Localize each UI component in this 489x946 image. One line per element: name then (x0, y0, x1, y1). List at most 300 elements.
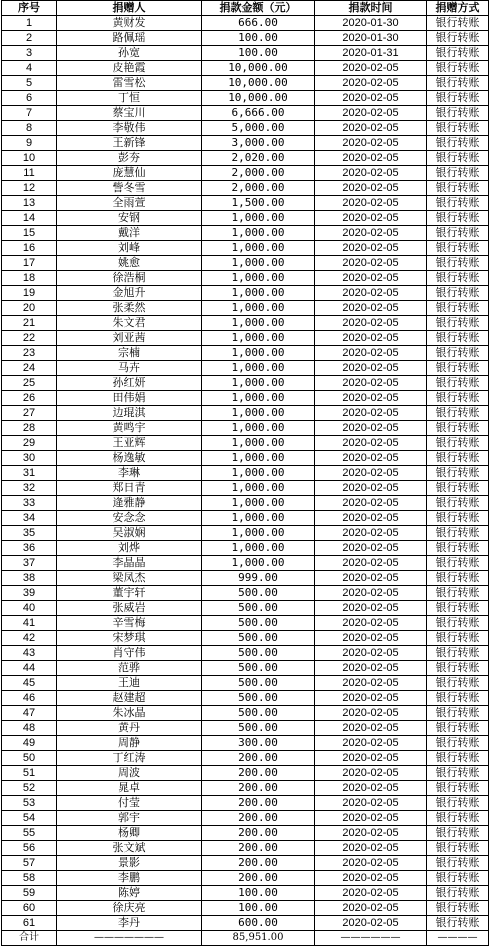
table-row (2, 241, 489, 256)
cell-amount: 1,000.00 (202, 256, 315, 271)
cell-donor: 皮艳霞 (57, 61, 202, 76)
cell-method: 银行转账 (427, 766, 489, 781)
cell-no: 60 (2, 901, 57, 916)
cell-method: 银行转账 (427, 616, 489, 631)
cell-time: 2020-02-05 (315, 436, 427, 451)
cell-no: 11 (2, 166, 57, 181)
table-row (2, 556, 489, 571)
table-row (2, 121, 489, 136)
cell-donor: 郭宇 (57, 811, 202, 826)
cell-method: 银行转账 (427, 631, 489, 646)
cell-amount: 200.00 (202, 856, 315, 871)
cell-amount: 1,000.00 (202, 436, 315, 451)
cell-method: 银行转账 (427, 256, 489, 271)
cell-amount: 500.00 (202, 691, 315, 706)
cell-no: 28 (2, 421, 57, 436)
table-row (2, 106, 489, 121)
cell-time: 2020-02-05 (315, 511, 427, 526)
cell-no: 14 (2, 211, 57, 226)
cell-donor: 宗楠 (57, 346, 202, 361)
cell-donor: 田伟娟 (57, 391, 202, 406)
cell-no: 27 (2, 406, 57, 421)
cell-donor: 王新锋 (57, 136, 202, 151)
cell-amount: 666.00 (202, 16, 315, 31)
cell-method: 银行转账 (427, 181, 489, 196)
cell-donor: 丁恒 (57, 91, 202, 106)
cell-no: 23 (2, 346, 57, 361)
cell-donor: 訾冬雪 (57, 181, 202, 196)
cell-donor: 马卉 (57, 361, 202, 376)
cell-no: 4 (2, 61, 57, 76)
cell-time: 2020-02-05 (315, 271, 427, 286)
cell-time: 2020-02-05 (315, 376, 427, 391)
cell-donor: 周静 (57, 736, 202, 751)
cell-time: 2020-02-05 (315, 781, 427, 796)
cell-method: 银行转账 (427, 646, 489, 661)
cell-amount: 1,000.00 (202, 376, 315, 391)
cell-time: 2020-02-05 (315, 811, 427, 826)
table-row (2, 46, 489, 61)
cell-no: 48 (2, 721, 57, 736)
cell-no: 41 (2, 616, 57, 631)
cell-time: 2020-02-05 (315, 496, 427, 511)
table-row (2, 511, 489, 526)
cell-donor: 李敬伟 (57, 121, 202, 136)
cell-no: 42 (2, 631, 57, 646)
cell-amount: 500.00 (202, 616, 315, 631)
cell-amount: 200.00 (202, 766, 315, 781)
cell-method: 银行转账 (427, 196, 489, 211)
cell-method: 银行转账 (427, 136, 489, 151)
cell-method: 银行转账 (427, 436, 489, 451)
cell-amount: 100.00 (202, 901, 315, 916)
cell-amount: 1,000.00 (202, 331, 315, 346)
cell-method: 银行转账 (427, 526, 489, 541)
cell-method: 银行转账 (427, 316, 489, 331)
cell-amount: 500.00 (202, 586, 315, 601)
cell-amount: 300.00 (202, 736, 315, 751)
cell-no: 32 (2, 481, 57, 496)
header-no: 序号 (2, 1, 57, 16)
cell-no: 2 (2, 31, 57, 46)
table-row (2, 901, 489, 916)
cell-amount: 1,000.00 (202, 241, 315, 256)
cell-donor: 宋梦琪 (57, 631, 202, 646)
cell-amount: 1,000.00 (202, 271, 315, 286)
cell-method: 银行转账 (427, 661, 489, 676)
cell-amount: 500.00 (202, 676, 315, 691)
cell-time: 2020-02-05 (315, 331, 427, 346)
cell-donor: 金旭升 (57, 286, 202, 301)
cell-method: 银行转账 (427, 721, 489, 736)
cell-amount: 2,000.00 (202, 181, 315, 196)
table-row (2, 916, 489, 931)
cell-no: 56 (2, 841, 57, 856)
cell-donor: 刘烨 (57, 541, 202, 556)
cell-amount: 1,000.00 (202, 466, 315, 481)
cell-method: 银行转账 (427, 361, 489, 376)
cell-method: 银行转账 (427, 106, 489, 121)
table-row (2, 721, 489, 736)
cell-no: 50 (2, 751, 57, 766)
table-row (2, 271, 489, 286)
cell-donor: 孙红妍 (57, 376, 202, 391)
table-row (2, 706, 489, 721)
cell-method: 银行转账 (427, 676, 489, 691)
table-row (2, 391, 489, 406)
cell-amount: 1,000.00 (202, 451, 315, 466)
table-row (2, 496, 489, 511)
cell-time: 2020-02-05 (315, 286, 427, 301)
table-row (2, 661, 489, 676)
cell-time: 2020-02-05 (315, 901, 427, 916)
cell-no: 33 (2, 496, 57, 511)
table-row (2, 226, 489, 241)
cell-donor: 周波 (57, 766, 202, 781)
header-amount: 捐款金额（元） (202, 1, 315, 16)
cell-time: 2020-02-05 (315, 646, 427, 661)
cell-method: 银行转账 (427, 76, 489, 91)
cell-method: 银行转账 (427, 811, 489, 826)
cell-donor: 陈婷 (57, 886, 202, 901)
table-row (2, 436, 489, 451)
cell-method: 银行转账 (427, 376, 489, 391)
cell-method: 银行转账 (427, 391, 489, 406)
table-row (2, 151, 489, 166)
header-method: 捐赠方式 (427, 1, 489, 16)
cell-no: 38 (2, 571, 57, 586)
table-row (2, 361, 489, 376)
cell-time: 2020-02-05 (315, 766, 427, 781)
cell-no: 35 (2, 526, 57, 541)
cell-donor: 张威岩 (57, 601, 202, 616)
cell-method: 银行转账 (427, 706, 489, 721)
cell-donor: 肖守伟 (57, 646, 202, 661)
cell-amount: 1,000.00 (202, 226, 315, 241)
cell-method: 银行转账 (427, 451, 489, 466)
cell-donor: 全雨萱 (57, 196, 202, 211)
cell-time: 2020-01-30 (315, 16, 427, 31)
table-row (2, 826, 489, 841)
cell-method: 银行转账 (427, 796, 489, 811)
cell-method: 银行转账 (427, 121, 489, 136)
table-row (2, 286, 489, 301)
cell-time: 2020-02-05 (315, 76, 427, 91)
cell-amount: 600.00 (202, 916, 315, 931)
cell-time: 2020-02-05 (315, 106, 427, 121)
cell-amount: 1,000.00 (202, 406, 315, 421)
table-row (2, 196, 489, 211)
cell-donor: 张文斌 (57, 841, 202, 856)
table-row (2, 586, 489, 601)
cell-donor: 安钢 (57, 211, 202, 226)
header-row (2, 1, 489, 16)
cell-no: 18 (2, 271, 57, 286)
cell-method: 银行转账 (427, 856, 489, 871)
cell-time: 2020-02-05 (315, 601, 427, 616)
cell-donor: 黄财发 (57, 16, 202, 31)
cell-amount: 1,000.00 (202, 556, 315, 571)
table-row (2, 76, 489, 91)
cell-time: 2020-01-31 (315, 46, 427, 61)
cell-donor: 孙宽 (57, 46, 202, 61)
cell-time: 2020-02-05 (315, 451, 427, 466)
cell-time: 2020-02-05 (315, 871, 427, 886)
cell-donor: 边琨淇 (57, 406, 202, 421)
table-row (2, 766, 489, 781)
cell-amount: 2,000.00 (202, 166, 315, 181)
cell-donor: 朱文君 (57, 316, 202, 331)
cell-no: 34 (2, 511, 57, 526)
cell-method: 银行转账 (427, 406, 489, 421)
cell-time: 2020-02-05 (315, 856, 427, 871)
cell-amount: 1,500.00 (202, 196, 315, 211)
cell-time: 2020-02-05 (315, 421, 427, 436)
table-row (2, 346, 489, 361)
cell-method: 银行转账 (427, 271, 489, 286)
cell-no: 8 (2, 121, 57, 136)
cell-amount: 500.00 (202, 721, 315, 736)
cell-method: 银行转账 (427, 496, 489, 511)
cell-donor: 范骅 (57, 661, 202, 676)
cell-time: 2020-02-05 (315, 346, 427, 361)
cell-donor: 朱冰晶 (57, 706, 202, 721)
cell-method: 银行转账 (427, 916, 489, 931)
cell-no: 52 (2, 781, 57, 796)
cell-time: 2020-02-05 (315, 796, 427, 811)
table-row (2, 301, 489, 316)
cell-amount: 200.00 (202, 751, 315, 766)
cell-time: 2020-02-05 (315, 121, 427, 136)
cell-amount: 1,000.00 (202, 421, 315, 436)
cell-time: 2020-02-05 (315, 481, 427, 496)
cell-no: 55 (2, 826, 57, 841)
cell-amount: 10,000.00 (202, 61, 315, 76)
cell-time: 2020-02-05 (315, 181, 427, 196)
cell-time: 2020-02-05 (315, 721, 427, 736)
cell-no: 12 (2, 181, 57, 196)
cell-no: 54 (2, 811, 57, 826)
table-row (2, 841, 489, 856)
cell-time: 2020-02-05 (315, 196, 427, 211)
cell-donor: 徐庆亮 (57, 901, 202, 916)
table-row (2, 616, 489, 631)
table-row (2, 316, 489, 331)
cell-time: 2020-02-05 (315, 406, 427, 421)
table-row (2, 871, 489, 886)
table-row (2, 796, 489, 811)
cell-method: 银行转账 (427, 871, 489, 886)
cell-method: 银行转账 (427, 691, 489, 706)
table-row (2, 646, 489, 661)
cell-amount: 1,000.00 (202, 391, 315, 406)
total-donor-dash: ——————— (57, 931, 202, 946)
cell-method: 银行转账 (427, 166, 489, 181)
cell-method: 银行转账 (427, 61, 489, 76)
cell-donor: 徐浩桐 (57, 271, 202, 286)
total-row (2, 931, 489, 946)
cell-time: 2020-02-05 (315, 256, 427, 271)
cell-amount: 1,000.00 (202, 316, 315, 331)
cell-no: 36 (2, 541, 57, 556)
cell-donor: 董宇轩 (57, 586, 202, 601)
cell-donor: 杨卿 (57, 826, 202, 841)
cell-time: 2020-02-05 (315, 841, 427, 856)
cell-amount: 200.00 (202, 826, 315, 841)
table-row (2, 211, 489, 226)
cell-donor: 王迪 (57, 676, 202, 691)
cell-donor: 黄鸣宇 (57, 421, 202, 436)
cell-amount: 1,000.00 (202, 361, 315, 376)
table-row (2, 31, 489, 46)
cell-no: 26 (2, 391, 57, 406)
total-method-dash: ———— (427, 931, 489, 946)
cell-donor: 李琳 (57, 466, 202, 481)
cell-donor: 张柔然 (57, 301, 202, 316)
table-row (2, 676, 489, 691)
cell-method: 银行转账 (427, 151, 489, 166)
cell-donor: 姚愈 (57, 256, 202, 271)
table-row (2, 406, 489, 421)
table-row (2, 376, 489, 391)
cell-method: 银行转账 (427, 826, 489, 841)
cell-amount: 1,000.00 (202, 496, 315, 511)
cell-method: 银行转账 (427, 751, 489, 766)
cell-method: 银行转账 (427, 511, 489, 526)
cell-method: 银行转账 (427, 301, 489, 316)
cell-no: 58 (2, 871, 57, 886)
cell-amount: 2,020.00 (202, 151, 315, 166)
cell-amount: 200.00 (202, 841, 315, 856)
cell-time: 2020-02-05 (315, 691, 427, 706)
cell-donor: 辛雪梅 (57, 616, 202, 631)
cell-method: 银行转账 (427, 556, 489, 571)
cell-time: 2020-02-05 (315, 586, 427, 601)
cell-time: 2020-02-05 (315, 826, 427, 841)
total-label: 合计 (2, 931, 57, 946)
cell-no: 45 (2, 676, 57, 691)
cell-method: 银行转账 (427, 541, 489, 556)
cell-donor: 景影 (57, 856, 202, 871)
cell-amount: 200.00 (202, 871, 315, 886)
cell-amount: 1,000.00 (202, 526, 315, 541)
table-row (2, 781, 489, 796)
cell-amount: 1,000.00 (202, 511, 315, 526)
cell-no: 15 (2, 226, 57, 241)
cell-amount: 1,000.00 (202, 346, 315, 361)
cell-method: 银行转账 (427, 601, 489, 616)
cell-time: 2020-02-05 (315, 166, 427, 181)
cell-time: 2020-02-05 (315, 751, 427, 766)
cell-donor: 黄丹 (57, 721, 202, 736)
cell-amount: 1,000.00 (202, 211, 315, 226)
cell-amount: 500.00 (202, 601, 315, 616)
cell-donor: 雷雪松 (57, 76, 202, 91)
table-body (2, 16, 489, 931)
header-donor: 捐赠人 (57, 1, 202, 16)
cell-time: 2020-02-05 (315, 736, 427, 751)
cell-no: 7 (2, 106, 57, 121)
cell-donor: 路佩瑶 (57, 31, 202, 46)
cell-time: 2020-02-05 (315, 676, 427, 691)
cell-donor: 安念念 (57, 511, 202, 526)
cell-donor: 逄雅静 (57, 496, 202, 511)
cell-time: 2020-02-05 (315, 571, 427, 586)
cell-method: 银行转账 (427, 841, 489, 856)
cell-no: 49 (2, 736, 57, 751)
cell-amount: 200.00 (202, 811, 315, 826)
table-row (2, 541, 489, 556)
cell-donor: 付莹 (57, 796, 202, 811)
table-row (2, 886, 489, 901)
cell-amount: 200.00 (202, 796, 315, 811)
table-row (2, 856, 489, 871)
cell-amount: 6,666.00 (202, 106, 315, 121)
cell-time: 2020-02-05 (315, 91, 427, 106)
table-row (2, 526, 489, 541)
cell-no: 47 (2, 706, 57, 721)
cell-method: 银行转账 (427, 901, 489, 916)
cell-no: 17 (2, 256, 57, 271)
cell-method: 银行转账 (427, 736, 489, 751)
table-row (2, 451, 489, 466)
cell-donor: 李晶晶 (57, 556, 202, 571)
table-row (2, 61, 489, 76)
cell-no: 1 (2, 16, 57, 31)
cell-time: 2020-02-05 (315, 661, 427, 676)
cell-time: 2020-02-05 (315, 241, 427, 256)
cell-no: 24 (2, 361, 57, 376)
cell-donor: 杨逸敏 (57, 451, 202, 466)
cell-no: 43 (2, 646, 57, 661)
cell-amount: 3,000.00 (202, 136, 315, 151)
cell-no: 61 (2, 916, 57, 931)
cell-donor: 庞慧仙 (57, 166, 202, 181)
cell-method: 银行转账 (427, 421, 489, 436)
table-row (2, 181, 489, 196)
cell-no: 39 (2, 586, 57, 601)
table-row (2, 91, 489, 106)
cell-donor: 刘亚茜 (57, 331, 202, 346)
cell-no: 57 (2, 856, 57, 871)
cell-no: 25 (2, 376, 57, 391)
cell-time: 2020-02-05 (315, 916, 427, 931)
cell-amount: 1,000.00 (202, 286, 315, 301)
table-row (2, 16, 489, 31)
cell-amount: 10,000.00 (202, 91, 315, 106)
cell-no: 16 (2, 241, 57, 256)
cell-time: 2020-02-05 (315, 391, 427, 406)
cell-donor: 郑日青 (57, 481, 202, 496)
cell-method: 银行转账 (427, 91, 489, 106)
cell-amount: 5,000.00 (202, 121, 315, 136)
cell-no: 21 (2, 316, 57, 331)
cell-time: 2020-02-05 (315, 361, 427, 376)
cell-time: 2020-02-05 (315, 226, 427, 241)
cell-donor: 吴淑娴 (57, 526, 202, 541)
cell-donor: 戴洋 (57, 226, 202, 241)
cell-donor: 刘峰 (57, 241, 202, 256)
cell-time: 2020-02-05 (315, 556, 427, 571)
cell-time: 2020-02-05 (315, 541, 427, 556)
table-row (2, 256, 489, 271)
cell-no: 20 (2, 301, 57, 316)
cell-method: 银行转账 (427, 346, 489, 361)
cell-amount: 500.00 (202, 631, 315, 646)
cell-no: 44 (2, 661, 57, 676)
cell-method: 银行转账 (427, 46, 489, 61)
cell-no: 59 (2, 886, 57, 901)
